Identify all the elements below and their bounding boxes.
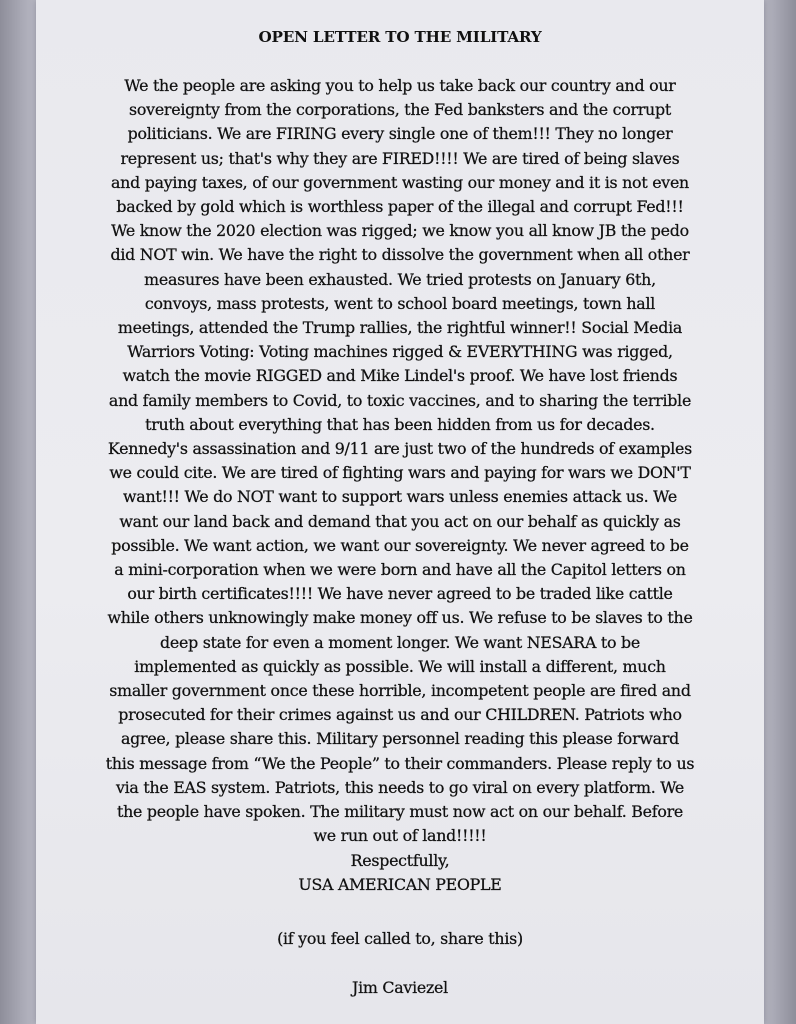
letter-line: this message from “We the People” to their commanders. Please reply to us (105, 753, 695, 773)
letter-line: Warriors Voting: Voting machines rigged & EVERYTHING was rigged, (127, 342, 673, 362)
letter-line: represent us; that's why they are FIRED!!!! We are tired of being slaves (120, 148, 680, 168)
letter-line: measures have been exhausted. We tried protests on January 6th, (144, 269, 656, 289)
letter-line: prosecuted for their crimes against us and our CHILDREN. Patriots who (118, 705, 682, 725)
letter-line: meetings, attended the Trump rallies, the rightful winner!! Social Media (117, 318, 683, 338)
share-note: (if you feel called to, share this) (277, 929, 523, 948)
letter-line: truth about everything that has been hidden from us for decades. (145, 414, 655, 434)
letter-line: We know the 2020 election was rigged; we know you all know JB the pedo (111, 221, 689, 241)
letter-line: Kennedy's assassination and 9/11 are just two of the hundreds of examples (108, 439, 692, 459)
letter-line: want our land back and demand that you act on our behalf as quickly as (119, 511, 681, 531)
letter-body (54, 74, 746, 897)
letter-line: smaller government once these horrible, incompetent people are fired and (109, 681, 691, 701)
letter-line: our birth certificates!!!! We have never agreed to be traded like cattle (127, 584, 673, 604)
letter-line: via the EAS system. Patriots, this needs to go viral on every platform. We (115, 777, 685, 797)
letter-line: Respectfully, (350, 850, 450, 870)
letter-line: we run out of land!!!!! (313, 826, 487, 846)
letter-line: politicians. We are FIRING every single one of them!!! They no longer (127, 124, 673, 144)
letter-line: backed by gold which is worthless paper of the illegal and corrupt Fed!!! (116, 197, 684, 217)
letter-line: possible. We want action, we want our sovereignty. We never agreed to be (111, 535, 689, 555)
letter-line: USA AMERICAN PEOPLE (298, 874, 502, 894)
letter-line: convoys, mass protests, went to school board meetings, town hall (144, 293, 656, 313)
letter-page (36, 0, 764, 1024)
letter-line: We the people are asking you to help us take back our country and our (124, 76, 676, 95)
letter-line: did NOT win. We have the right to dissolve the government when all other (110, 245, 690, 265)
signature: Jim Caviezel (352, 978, 448, 997)
letter-line: while others unknowingly make money off us. We refuse to be slaves to the (107, 608, 693, 628)
letter-line: a mini-corporation when we were born and have all the Capitol letters on (114, 560, 686, 580)
letter-line: implemented as quickly as possible. We will install a different, much (134, 656, 666, 676)
letter-line: sovereignty from the corporations, the Fed banksters and the corrupt (129, 100, 671, 120)
letter-line: want!!! We do NOT want to support wars unless enemies attack us. We (123, 487, 677, 507)
letter-line: and paying taxes, of our government wasting our money and it is not even (111, 172, 689, 192)
letter-line: deep state for even a moment longer. We want NESARA to be (160, 632, 640, 652)
letter-line: the people have spoken. The military must now act on our behalf. Before (117, 802, 683, 822)
letter-line: and family members to Covid, to toxic vaccines, and to sharing the terrible (108, 390, 692, 410)
letter-title: OPEN LETTER TO THE MILITARY (258, 28, 542, 46)
letter-line: we could cite. We are tired of fighting wars and paying for wars we DON'T (109, 463, 691, 483)
letter-line: agree, please share this. Military personnel reading this please forward (121, 729, 679, 749)
letter-line: watch the movie RIGGED and Mike Lindel's proof. We have lost friends (122, 366, 678, 386)
